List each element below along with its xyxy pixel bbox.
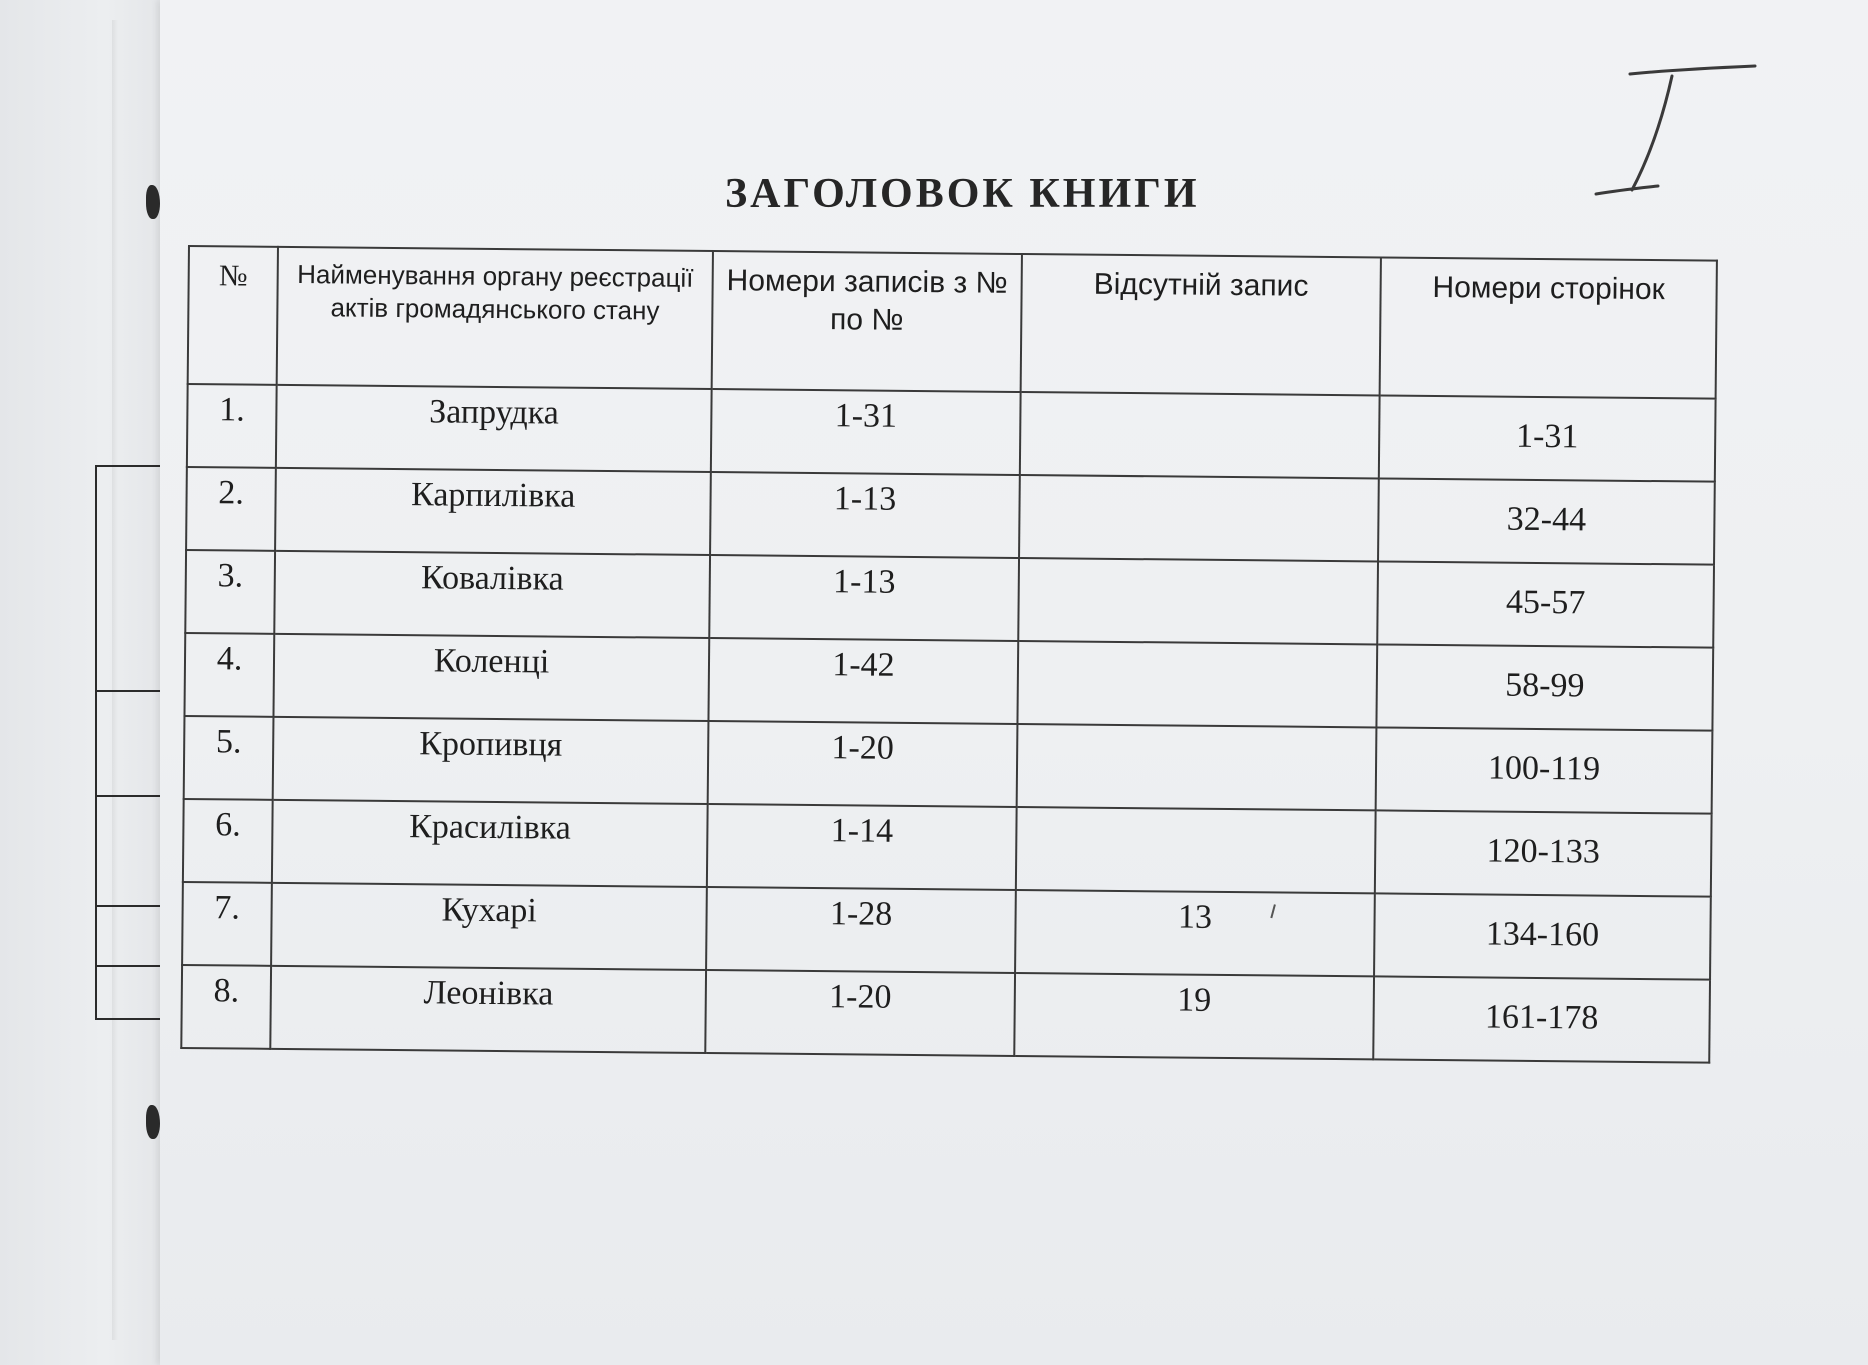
handwritten-roman-numeral-drawing (1590, 62, 1760, 202)
table-row (186, 467, 1715, 565)
cell-page-numbers: 120-133 (1375, 810, 1712, 896)
cell-number: 8. (181, 965, 271, 1049)
cell-registry-office: Кропивця (273, 717, 709, 804)
cell-registry-office: Леонівка (270, 966, 706, 1053)
handwritten-roman-numeral (1590, 62, 1760, 202)
cell-record-numbers: 1-42 (709, 638, 1018, 724)
table-row (187, 384, 1716, 482)
cell-number: 2. (186, 467, 276, 551)
cell-registry-office: Коленці (274, 634, 710, 721)
cell-page-numbers: 32-44 (1378, 478, 1715, 564)
header-record-numbers: Номери записів з № по № (712, 251, 1022, 392)
header-missing-record: Відсутній запис (1020, 254, 1381, 395)
cell-number: 5. (184, 716, 274, 800)
cell-registry-office: Карпилівка (275, 468, 711, 555)
cell-missing-record (1017, 641, 1377, 727)
cell-page-numbers: 45-57 (1377, 561, 1714, 647)
cell-record-numbers: 1-20 (705, 970, 1014, 1056)
cell-number: 1. (187, 384, 277, 468)
cell-record-numbers: 1-31 (711, 389, 1020, 475)
table-row (181, 965, 1710, 1063)
binding-hole (146, 185, 160, 219)
cell-record-numbers: 1-13 (709, 555, 1018, 641)
cell-page-numbers: 100-119 (1376, 727, 1713, 813)
cell-missing-record (1018, 558, 1378, 644)
cell-page-numbers: 58-99 (1376, 644, 1713, 730)
cell-registry-office: Кухарі (271, 883, 707, 970)
table-row (185, 550, 1714, 648)
table-row (184, 633, 1713, 731)
cell-registry-office: Запрудка (276, 385, 712, 472)
table-row (182, 882, 1711, 980)
cell-number: 6. (183, 799, 273, 883)
header-page-numbers: Номери сторінок (1380, 257, 1717, 398)
register-table-wrapper (180, 245, 1718, 1064)
cell-page-numbers: 1-31 (1379, 395, 1716, 481)
table-row (183, 799, 1712, 897)
table-header-row (188, 246, 1717, 399)
binding-hole (146, 1105, 160, 1139)
cell-missing-record: 19 (1014, 973, 1374, 1059)
cell-missing-record: 13 (1015, 890, 1375, 976)
cell-missing-record (1019, 475, 1379, 561)
cell-number: 7. (182, 882, 272, 966)
cell-registry-office: Ковалівка (274, 551, 710, 638)
cell-record-numbers: 1-13 (710, 472, 1019, 558)
cell-record-numbers: 1-14 (707, 804, 1016, 890)
header-registry-office: Найменування органу реєстрації актів громадянського стану (277, 247, 713, 389)
cell-missing-record (1016, 724, 1376, 810)
cell-record-numbers: 1-28 (706, 887, 1015, 973)
cell-missing-record (1016, 807, 1376, 893)
document-title: ЗАГОЛОВОК КНИГИ (725, 171, 1200, 217)
cell-registry-office: Красилівка (272, 800, 708, 887)
cell-page-numbers: 134-160 (1374, 893, 1711, 979)
register-table (180, 245, 1718, 1064)
cell-page-numbers: 161-178 (1373, 976, 1710, 1062)
cell-number: 3. (185, 550, 275, 634)
cell-number: 4. (184, 633, 274, 717)
cell-missing-record (1020, 392, 1380, 478)
cell-record-numbers: 1-20 (708, 721, 1017, 807)
header-number: № (188, 246, 278, 385)
table-row (184, 716, 1713, 814)
